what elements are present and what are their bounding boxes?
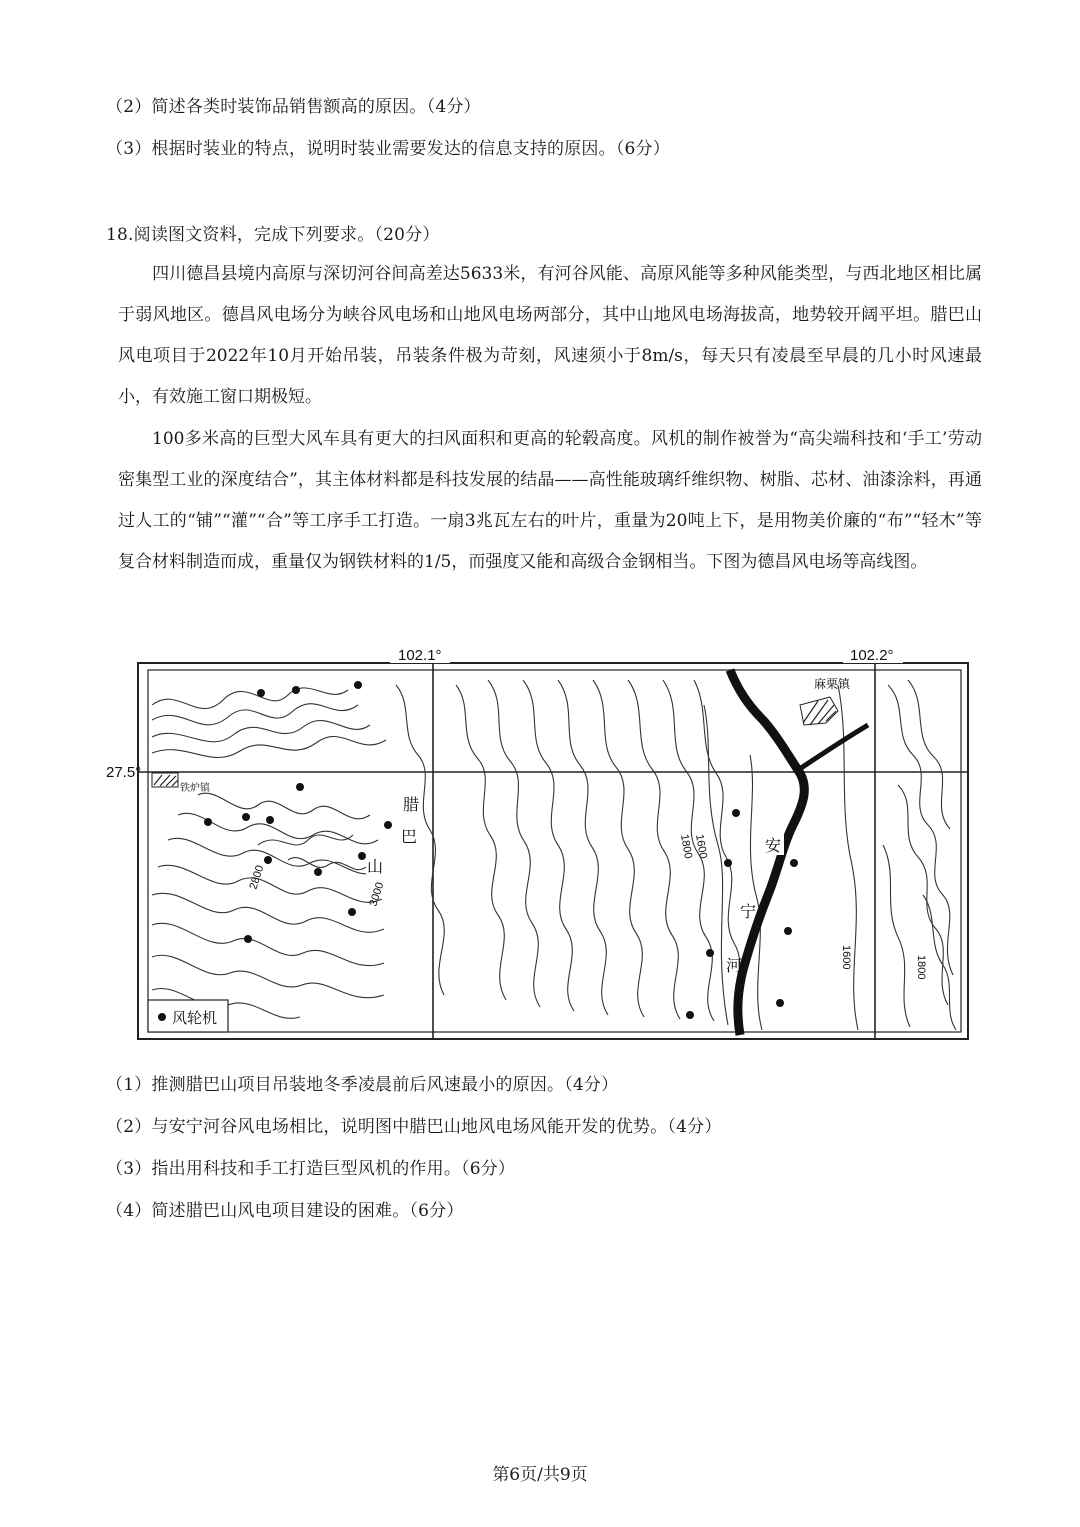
contour-map-figure	[106, 645, 973, 1045]
wind-turbine	[732, 809, 740, 817]
longitude-label-left: 102.1°	[398, 647, 442, 664]
contour-label-1600-a: 1600	[693, 833, 710, 860]
wind-turbine	[686, 1011, 694, 1019]
contour-label-1800-a: 1800	[678, 833, 695, 860]
sub-question-1: （1）推测腊巴山项目吊装地冬季凌晨前后风速最小的原因。（4分）	[106, 1075, 619, 1095]
question-17-2: （2）简述各类时装饰品销售额高的原因。（4分）	[106, 97, 481, 117]
sub-question-4: （4）简述腊巴山风电项目建设的困难。（6分）	[106, 1201, 464, 1221]
wind-turbines	[204, 681, 798, 1019]
river-label-he: 河	[726, 956, 743, 975]
question-18-heading: 18.阅读图文资料，完成下列要求。（20分）	[106, 225, 440, 245]
wind-turbine	[384, 821, 392, 829]
contour-label-2800: 2800	[247, 863, 267, 891]
wind-turbine	[257, 689, 265, 697]
wind-turbine	[724, 859, 732, 867]
town-mali-marker	[800, 697, 838, 725]
material-paragraph-1	[118, 254, 982, 418]
wind-turbine	[354, 681, 362, 689]
page-footer: 第6页/共9页	[492, 1465, 588, 1485]
contour-label-1600-b: 1600	[840, 945, 852, 970]
latitude-label: 27.5°	[106, 764, 142, 781]
wind-turbine	[776, 999, 784, 1007]
question-17-3: （3）根据时装业的特点，说明时装业需要发达的信息支持的原因。（6分）	[106, 139, 670, 159]
wind-turbine	[292, 686, 300, 694]
river-label-ning: 宁	[740, 902, 757, 921]
wind-turbine	[264, 856, 272, 864]
paragraph-1-text: 四川德昌县境内高原与深切河谷间高差达5633米，有河谷风能、高原风能等多种风能类型，与西北地区相比属于弱风地区。德昌风电场分为峡谷风电场和山地风电场两部分，其中山地风电场海拔高，地势较开阔平坦。腊巴山风电项目于2022年10月开始吊装，吊装条件极为苛刻，风速须小于8m/s，每天只有凌晨至早晨的几小时风速最小，有效施工窗口期极短。	[118, 264, 982, 407]
wind-turbine	[358, 852, 366, 860]
contour-lines	[152, 680, 956, 1030]
mountain-label-shan: 山	[367, 857, 384, 876]
contour-map	[106, 645, 973, 1045]
longitude-label-right: 102.2°	[850, 647, 894, 664]
wind-turbine	[204, 818, 212, 826]
contour-label-3000: 3000	[367, 880, 387, 908]
wind-turbine	[242, 813, 250, 821]
sub-question-3: （3）指出用科技和手工打造巨型风机的作用。（6分）	[106, 1159, 516, 1179]
wind-turbine	[244, 935, 252, 943]
mountain-label-la: 腊	[403, 795, 420, 814]
wind-turbine	[348, 908, 356, 916]
contour-label-1800-b: 1800	[915, 955, 927, 980]
map-outer-frame	[138, 663, 968, 1039]
wind-turbine	[790, 859, 798, 867]
wind-turbine	[296, 783, 304, 791]
paragraph-2-text: 100多米高的巨型大风车具有更大的扫风面积和更高的轮毂高度。风机的制作被誉为“高尖端科技和‘手工’劳动密集型工业的深度结合”，其主体材料都是科技发展的结晶——高性能玻璃纤维织物、树脂、芯材、油漆涂料，再通过人工的“铺”“灌”“合”等工序手工打造。一扇3兆瓦左右的叶片，重量为20吨上下，是用物美价廉的“布”“轻木”等复合材料制造而成，重量仅为钢铁材料的1/5，而强度又能和高级合金钢相当。下图为德昌风电场等高线图。	[118, 429, 982, 572]
material-paragraph-2	[118, 419, 982, 583]
town-tielu-marker	[152, 773, 178, 787]
sub-question-2: （2）与安宁河谷风电场相比，说明图中腊巴山地风电场风能开发的优势。（4分）	[106, 1117, 722, 1137]
wind-turbine	[706, 949, 714, 957]
legend-label: 风轮机	[172, 1010, 218, 1027]
map-inner-frame	[148, 670, 961, 1032]
river-tributary	[798, 725, 868, 770]
wind-turbine	[784, 927, 792, 935]
river-label-an: 安	[765, 836, 782, 855]
legend-turbine-icon	[158, 1013, 166, 1021]
wind-turbine	[266, 816, 274, 824]
town-mali-label: 麻栗镇	[814, 677, 851, 691]
mountain-label-ba: 巴	[401, 827, 418, 846]
wind-turbine	[314, 868, 322, 876]
map-legend	[148, 1000, 228, 1032]
town-tielu-label: 铁炉镇	[180, 783, 210, 794]
